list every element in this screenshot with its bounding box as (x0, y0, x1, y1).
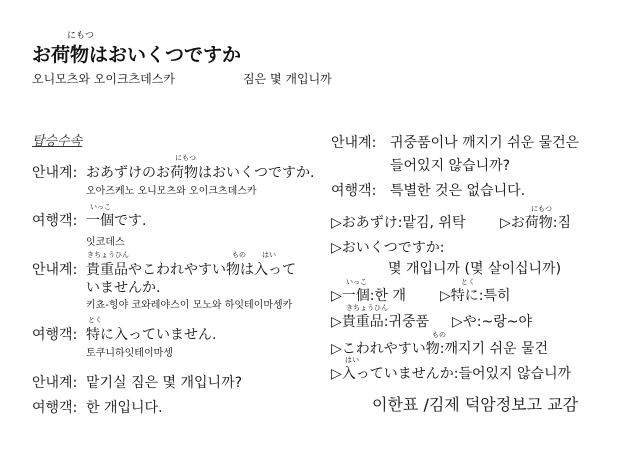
title-reading: 오니모츠와 오이크츠데스카 (32, 72, 175, 86)
furigana: きちょうひん (87, 251, 129, 259)
vocab-item: ▷こわれやすい物:깨지기 쉬운 물건 (331, 341, 549, 357)
furigana: はい (262, 251, 276, 259)
section-label: 탑승수속 (32, 134, 83, 149)
furigana: はい (345, 356, 359, 364)
japanese-line: 特に入っていません. (86, 327, 217, 343)
korean-line: 귀중품이나 깨지기 쉬운 물건은 (390, 135, 580, 151)
vocab-item: ▷おあずけ:맡김, 위탁 (331, 215, 466, 231)
japanese-line: いませんか. (86, 280, 161, 296)
furigana: にもつ (175, 154, 196, 162)
speaker-label: 안내계: (331, 135, 377, 151)
speaker-label: 여행객: (32, 213, 78, 229)
furigana: もの (432, 331, 446, 339)
japanese-line: おあずけのお荷物はおいくつですか. (86, 165, 315, 181)
vocab-item: ▷おいくつですか: (331, 240, 445, 256)
furigana: にもつ (531, 205, 552, 213)
vocab-item: ▷貴重品:귀중품 (331, 314, 430, 330)
korean-line: 들어있지 않습니까? (390, 158, 511, 174)
japanese-line: 貴重品やこわれやすい物は入って (86, 262, 296, 278)
speaker-label: 여행객: (331, 183, 377, 199)
furigana: とく (461, 278, 475, 286)
speaker-label: 안내계: (32, 262, 78, 278)
speaker-label: 안내계: (32, 375, 78, 391)
korean-reading: 오아즈케노 오니모츠와 오이크츠데스카 (86, 186, 257, 197)
furigana: きちょうひん (346, 304, 388, 312)
korean-reading: 토쿠니하잇테이마셍 (86, 348, 173, 359)
japanese-line: 一個です. (86, 213, 147, 229)
author-credit: 이한표 /김제 덕암정보고 교감 (372, 395, 579, 414)
speaker-label: 여행객: (32, 400, 78, 416)
vocab-item: ▷お荷物:짐 (500, 215, 572, 231)
korean-line: 특별한 것은 없습니다. (390, 183, 526, 199)
vocab-item: ▷一個:한 개 (331, 288, 406, 304)
title-translation: 짐은 몇 개입니까 (243, 72, 332, 86)
furigana: とく (88, 316, 102, 324)
speaker-label: 여행객: (32, 327, 78, 343)
vocab-item: ▷特に:특히 (440, 288, 511, 304)
furigana: いっこ (90, 203, 111, 211)
page-title: お荷物はおいくつですか (32, 44, 242, 66)
furigana: いっこ (346, 278, 367, 286)
furigana: もの (232, 251, 246, 259)
korean-line: 맡기실 짐은 몇 개입니까? (86, 375, 243, 391)
vocab-item: 몇 개입니까 (몇 살이십니까) (388, 261, 562, 277)
speaker-label: 안내계: (32, 165, 78, 181)
korean-reading: 키쵸-힝야 코와레야스이 모노와 하잇테이마셍카 (86, 300, 293, 311)
title-furigana: にもつ (67, 31, 95, 41)
korean-line: 한 개입니다. (86, 400, 163, 416)
korean-reading: 잇코데스 (86, 237, 125, 248)
vocab-item: ▷入っていませんか:들어있지 않습니까 (331, 366, 572, 382)
vocab-item: ▷や:~랑~야 (452, 314, 532, 330)
